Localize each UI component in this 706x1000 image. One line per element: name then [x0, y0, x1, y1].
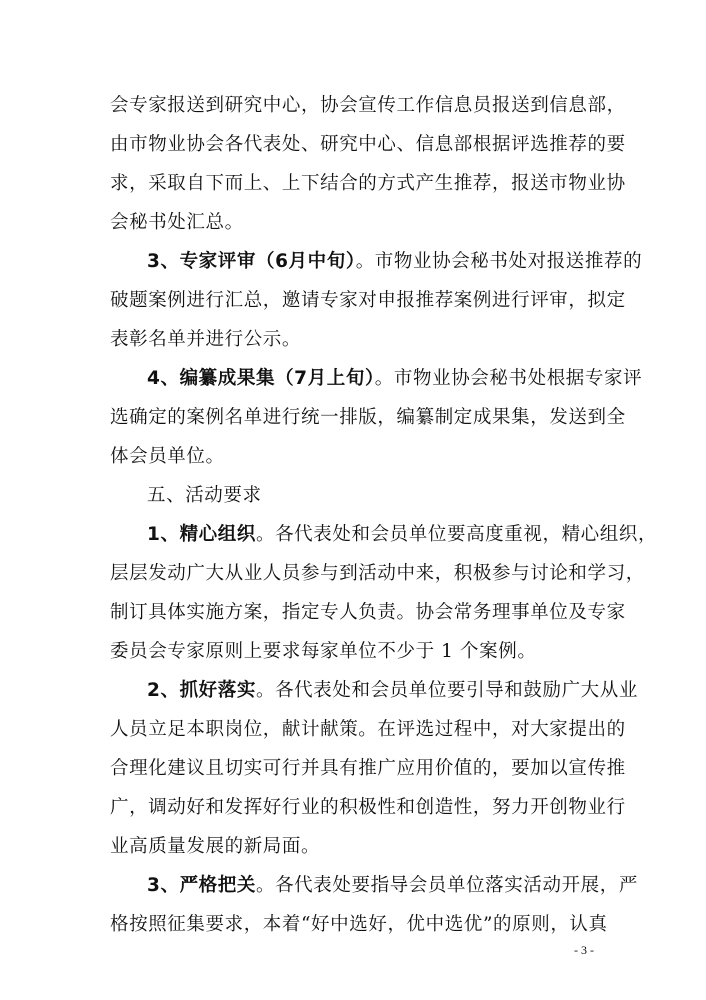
body-line: 表彰名单并进行公示。 [110, 329, 302, 350]
section-heading: 五、活动要求 [147, 485, 262, 506]
item-text: 。各代表处和会员单位要引导和鼓励广大从业 [255, 680, 638, 701]
paragraph-first-line [147, 523, 658, 547]
body-line: 由市物业协会各代表处、研究中心、信息部根据评选推荐的要 [110, 134, 626, 155]
body-line: 层层发动广大从业人员参与到活动中来，积极参与讨论和学习， [110, 563, 645, 584]
page-number: - 3 - [574, 943, 594, 957]
item-text: 。市物业协会秘书处根据专家评 [374, 368, 643, 389]
item-lead: 3、专家评审（6月中旬） [147, 251, 356, 272]
body-line: 制订具体实施方案，指定专人负责。协会常务理事单位及专家 [110, 602, 626, 623]
body-line: 广，调动好和发挥好行业的积极性和创造性，努力开创物业行 [110, 797, 626, 818]
item-lead: 3、严格把关 [147, 875, 256, 896]
item-lead: 4、编纂成果集（7月上旬） [147, 368, 375, 389]
item-text: 。市物业协会秘书处对报送推荐的 [355, 251, 643, 272]
body-line: 求，采取自下而上、上下结合的方式产生推荐，报送市物业协 [110, 173, 626, 194]
body-line: 格按照征集要求，本着“好中选好，优中选优”的原则，认真 [110, 914, 608, 935]
body-line: 业高质量发展的新局面。 [110, 836, 321, 857]
body-line: 体会员单位。 [110, 446, 225, 467]
body-line: 会秘书处汇总。 [110, 212, 244, 233]
body-line: 选确定的案例名单进行统一排版，编纂制定成果集，发送到全 [110, 407, 626, 428]
paragraph-first-line [147, 367, 643, 391]
item-text: 。各代表处和会员单位要高度重视，精心组织， [255, 524, 658, 545]
paragraph-first-line [147, 874, 638, 898]
item-lead: 2、抓好落实 [147, 680, 256, 701]
item-lead: 1、精心组织 [147, 524, 256, 545]
paragraph-first-line [147, 250, 643, 274]
paragraph-first-line [147, 679, 638, 703]
body-line: 委员会专家原则上要求每家单位不少于 1 个案例。 [110, 641, 537, 662]
body-line: 人员立足本职岗位，献计献策。在评选过程中，对大家提出的 [110, 719, 626, 740]
body-line: 会专家报送到研究中心，协会宣传工作信息员报送到信息部， [110, 95, 626, 116]
body-line: 合理化建议且切实可行并具有推广应用价值的，要加以宣传推 [110, 758, 626, 779]
item-text: 。各代表处要指导会员单位落实活动开展，严 [255, 875, 638, 896]
body-line: 破题案例进行汇总，邀请专家对申报推荐案例进行评审，拟定 [110, 290, 626, 311]
